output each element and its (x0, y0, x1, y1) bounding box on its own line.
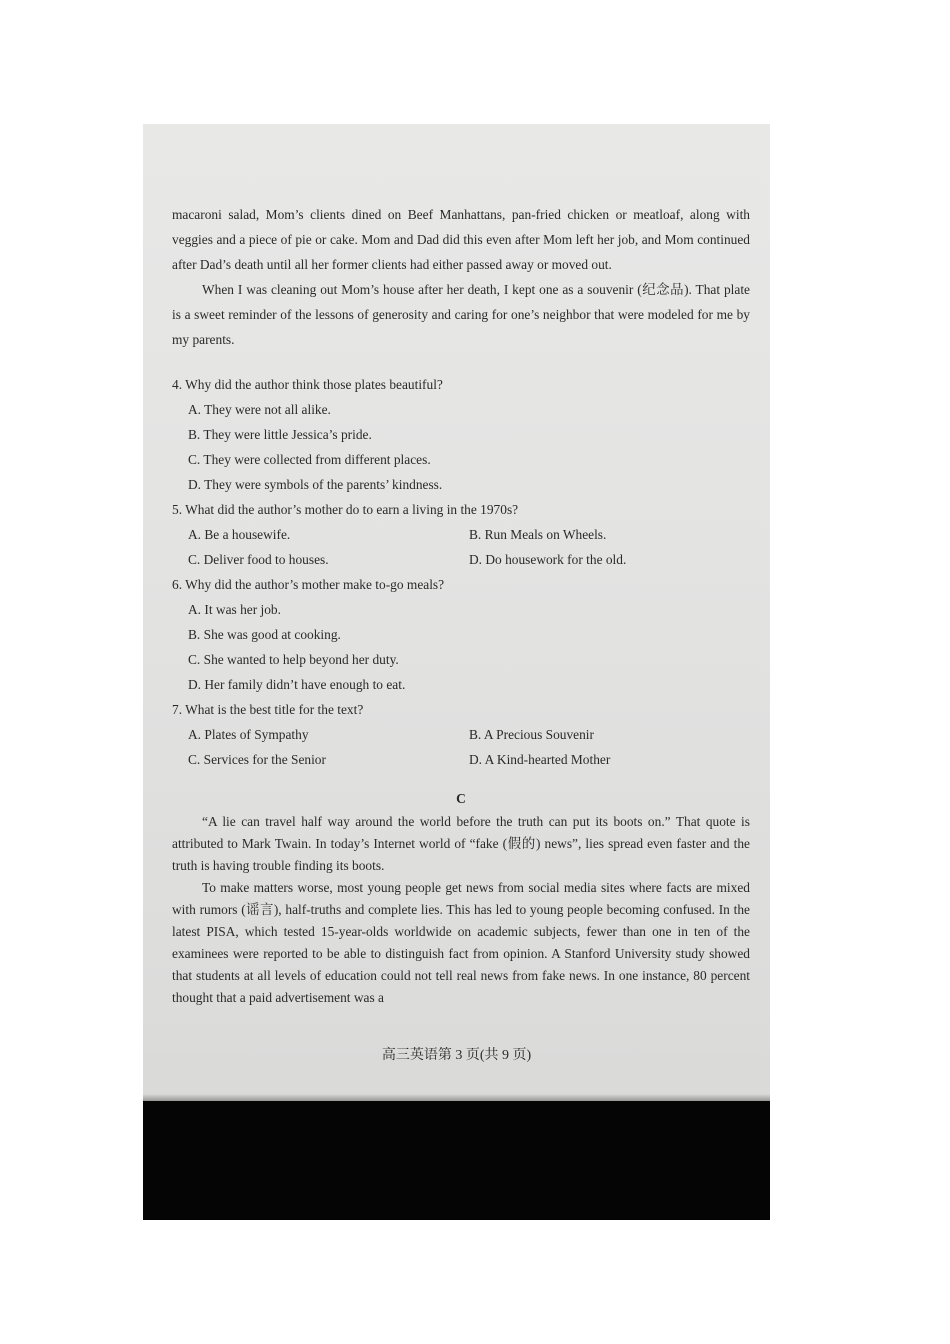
question-block (172, 497, 750, 572)
passage-b-paragraph: macaroni salad, Mom’s clients dined on Beef Manhattans, pan-fried chicken or meatloaf, along with veggies and a piece of pie or cake. Mom and Dad did this even after Mom left her job, and Mom continued after Dad’s death until all her former clients had either passed away or moved out. (172, 207, 750, 272)
photographed-exam-page (143, 124, 770, 1220)
answer-option: D. They were symbols of the parents’ kindness. (188, 477, 443, 492)
question-block (172, 697, 750, 772)
answer-option: B. She was good at cooking. (188, 627, 341, 642)
answer-option: A. Be a housewife. (188, 527, 291, 542)
question-block (172, 572, 750, 697)
passage-c-paragraph: “A lie can travel half way around the world before the truth can put its boots on.” That quote is attributed to Mark Twain. In today’s Internet world of “fake (假的) news”, lies spread even faster and the truth is having trouble finding its boots. (172, 814, 750, 873)
section-heading: C (456, 791, 466, 806)
answer-option: D. A Kind-hearted Mother (469, 752, 611, 767)
answer-option: C. She wanted to help beyond her duty. (188, 652, 399, 667)
dark-background-band (143, 1101, 770, 1220)
answer-option: A. It was her job. (188, 602, 281, 617)
page-footer: 高三英语第 3 页(共 9 页) (381, 1048, 532, 1063)
answer-option: C. Deliver food to houses. (188, 552, 329, 567)
question-block (172, 372, 750, 497)
answer-option: B. Run Meals on Wheels. (469, 527, 607, 542)
answer-option: A. Plates of Sympathy (188, 727, 309, 742)
question-stem: 7. What is the best title for the text? (172, 702, 364, 717)
passage-b-paragraph: When I was cleaning out Mom’s house after her death, I kept one as a souvenir (纪念品). That plate is a sweet reminder of the lessons of generosity and caring for one’s neighbor that were modeled for me by my parents. (172, 282, 750, 347)
answer-option: B. They were little Jessica’s pride. (188, 427, 372, 442)
answer-option: D. Do housework for the old. (469, 552, 627, 567)
passage-c-paragraph: To make matters worse, most young people get news from social media sites where facts are mixed with rumors (谣言), half-truths and complete lies. This has led to young people becoming confused. In the latest PISA, which tested 15-year-olds worldwide on academic subjects, fewer than one in ten of the examinees were reported to be able to distinguish fact from opinion. A Stanford University study showed that students at all levels of education could not tell real news from fake news. In one instance, 80 percent thought that a paid advertisement was a (172, 880, 750, 1005)
question-stem: 4. Why did the author think those plates beautiful? (172, 377, 443, 392)
answer-option: C. They were collected from different places. (188, 452, 431, 467)
answer-option: C. Services for the Senior (188, 752, 326, 767)
answer-option: B. A Precious Souvenir (469, 727, 594, 742)
answer-option: A. They were not all alike. (188, 402, 331, 417)
question-stem: 5. What did the author’s mother do to earn a living in the 1970s? (172, 502, 519, 517)
question-stem: 6. Why did the author’s mother make to-go meals? (172, 577, 445, 592)
answer-option: D. Her family didn’t have enough to eat. (188, 677, 406, 692)
page-body (172, 202, 750, 1009)
